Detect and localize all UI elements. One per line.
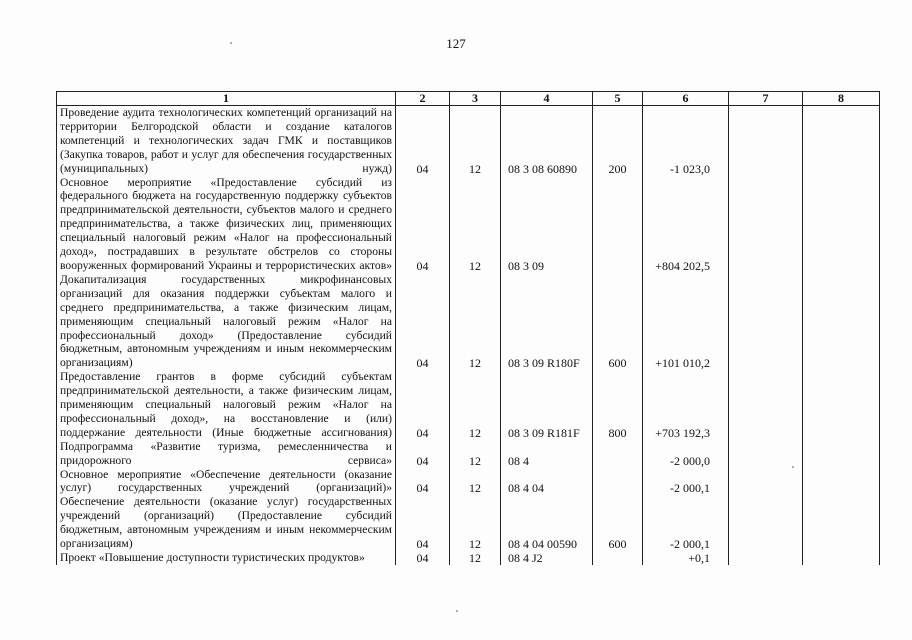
row-section: 04 xyxy=(396,495,450,551)
row-expense-type: 800 xyxy=(593,370,643,440)
scan-speck xyxy=(230,42,232,44)
row-col-7 xyxy=(729,440,803,468)
row-col-8 xyxy=(803,106,880,176)
table-row xyxy=(57,370,880,440)
row-col-7 xyxy=(729,468,803,496)
row-subsection: 12 xyxy=(450,495,501,551)
table-row xyxy=(57,495,880,551)
row-col-7 xyxy=(729,370,803,440)
row-subsection: 12 xyxy=(450,176,501,273)
row-section: 04 xyxy=(396,176,450,273)
row-description: Докапитализация государственных микрофинансовых организаций для оказания поддержки субъектам малого и среднего предпринимательства, а также физическим лицам, применяющим специальный налоговый режим «Налог на профессиональный доход» (Предоставление субсидий бюджетным, автономным учреждениям и иным некоммерческим организациям) xyxy=(57,273,396,370)
page-number: 127 xyxy=(446,36,466,51)
row-target-code: 08 3 09 R180F xyxy=(501,273,593,370)
row-col-8 xyxy=(803,551,880,565)
column-header: 2 xyxy=(396,92,450,106)
row-description: Основное мероприятие «Обеспечение деятельности (оказание услуг) государственных учреждений (организаций)» xyxy=(57,468,396,496)
table-row xyxy=(57,106,880,176)
row-col-8 xyxy=(803,495,880,551)
row-section: 04 xyxy=(396,370,450,440)
row-subsection: 12 xyxy=(450,551,501,565)
row-expense-type: 200 xyxy=(593,106,643,176)
row-amount: -2 000,0 xyxy=(643,440,729,468)
table-row xyxy=(57,551,880,565)
row-section: 04 xyxy=(396,106,450,176)
row-section: 04 xyxy=(396,551,450,565)
row-amount: +101 010,2 xyxy=(643,273,729,370)
row-col-8 xyxy=(803,468,880,496)
row-subsection: 12 xyxy=(450,440,501,468)
row-expense-type xyxy=(593,468,643,496)
row-section: 04 xyxy=(396,468,450,496)
row-amount: +703 192,3 xyxy=(643,370,729,440)
row-col-8 xyxy=(803,440,880,468)
row-target-code: 08 4 04 xyxy=(501,468,593,496)
budget-table xyxy=(56,91,880,565)
column-header: 7 xyxy=(729,92,803,106)
row-target-code: 08 3 08 60890 xyxy=(501,106,593,176)
row-col-7 xyxy=(729,106,803,176)
row-amount: +804 202,5 xyxy=(643,176,729,273)
row-subsection: 12 xyxy=(450,468,501,496)
column-header: 3 xyxy=(450,92,501,106)
row-target-code: 08 4 04 00590 xyxy=(501,495,593,551)
row-expense-type: 600 xyxy=(593,495,643,551)
row-col-7 xyxy=(729,495,803,551)
table-row xyxy=(57,273,880,370)
column-header: 5 xyxy=(593,92,643,106)
row-target-code: 08 3 09 R181F xyxy=(501,370,593,440)
row-amount: -1 023,0 xyxy=(643,106,729,176)
row-description: Проведение аудита технологических компетенций организаций на территории Белгородской области и создание каталогов компетенций и технологических задач ГМК и поставщиков (Закупка товаров, работ и услуг для обеспечения государственных (муниципальных) нужд) xyxy=(57,106,396,176)
row-target-code: 08 3 09 xyxy=(501,176,593,273)
column-header: 1 xyxy=(57,92,396,106)
row-col-7 xyxy=(729,273,803,370)
row-expense-type: 600 xyxy=(593,273,643,370)
row-subsection: 12 xyxy=(450,273,501,370)
row-description: Подпрограмма «Развитие туризма, ремесленничества и придорожного сервиса» xyxy=(57,440,396,468)
row-section: 04 xyxy=(396,440,450,468)
row-col-8 xyxy=(803,370,880,440)
row-expense-type xyxy=(593,176,643,273)
row-col-7 xyxy=(729,176,803,273)
row-col-8 xyxy=(803,273,880,370)
row-col-8 xyxy=(803,176,880,273)
row-section: 04 xyxy=(396,273,450,370)
table-row xyxy=(57,176,880,273)
row-description: Основное мероприятие «Предоставление субсидий из федерального бюджета на государственную поддержку субъектов предпринимательской деятельности, субъектов малого и среднего предпринимательства, а также физических лиц, применяющих специальный налоговый режим «Налог на профессиональный доход», пострадавших в результате обстрелов со стороны вооруженных формирований Украины и террористических актов» xyxy=(57,176,396,273)
table-row xyxy=(57,440,880,468)
scan-speck xyxy=(456,610,458,612)
row-description: Проект «Повышение доступности туристических продуктов» xyxy=(57,551,396,565)
row-amount: -2 000,1 xyxy=(643,468,729,496)
row-amount: -2 000,1 xyxy=(643,495,729,551)
column-header: 8 xyxy=(803,92,880,106)
row-target-code: 08 4 xyxy=(501,440,593,468)
row-subsection: 12 xyxy=(450,106,501,176)
table-row xyxy=(57,468,880,496)
row-col-7 xyxy=(729,551,803,565)
table-header-row xyxy=(57,92,880,106)
column-header: 6 xyxy=(643,92,729,106)
row-expense-type xyxy=(593,440,643,468)
row-target-code: 08 4 J2 xyxy=(501,551,593,565)
column-header: 4 xyxy=(501,92,593,106)
row-subsection: 12 xyxy=(450,370,501,440)
row-expense-type xyxy=(593,551,643,565)
row-amount: +0,1 xyxy=(643,551,729,565)
row-description: Предоставление грантов в форме субсидий субъектам предпринимательской деятельности, а также физическим лицам, применяющим специальный налоговый режим «Налог на профессиональный доход», на восстановление и (или) поддержание деятельности (Иные бюджетные ассигнования) xyxy=(57,370,396,440)
row-description: Обеспечение деятельности (оказание услуг) государственных учреждений (организаций) (Предоставление субсидий бюджетным, автономным учреждениям и иным некоммерческим организациям) xyxy=(57,495,396,551)
